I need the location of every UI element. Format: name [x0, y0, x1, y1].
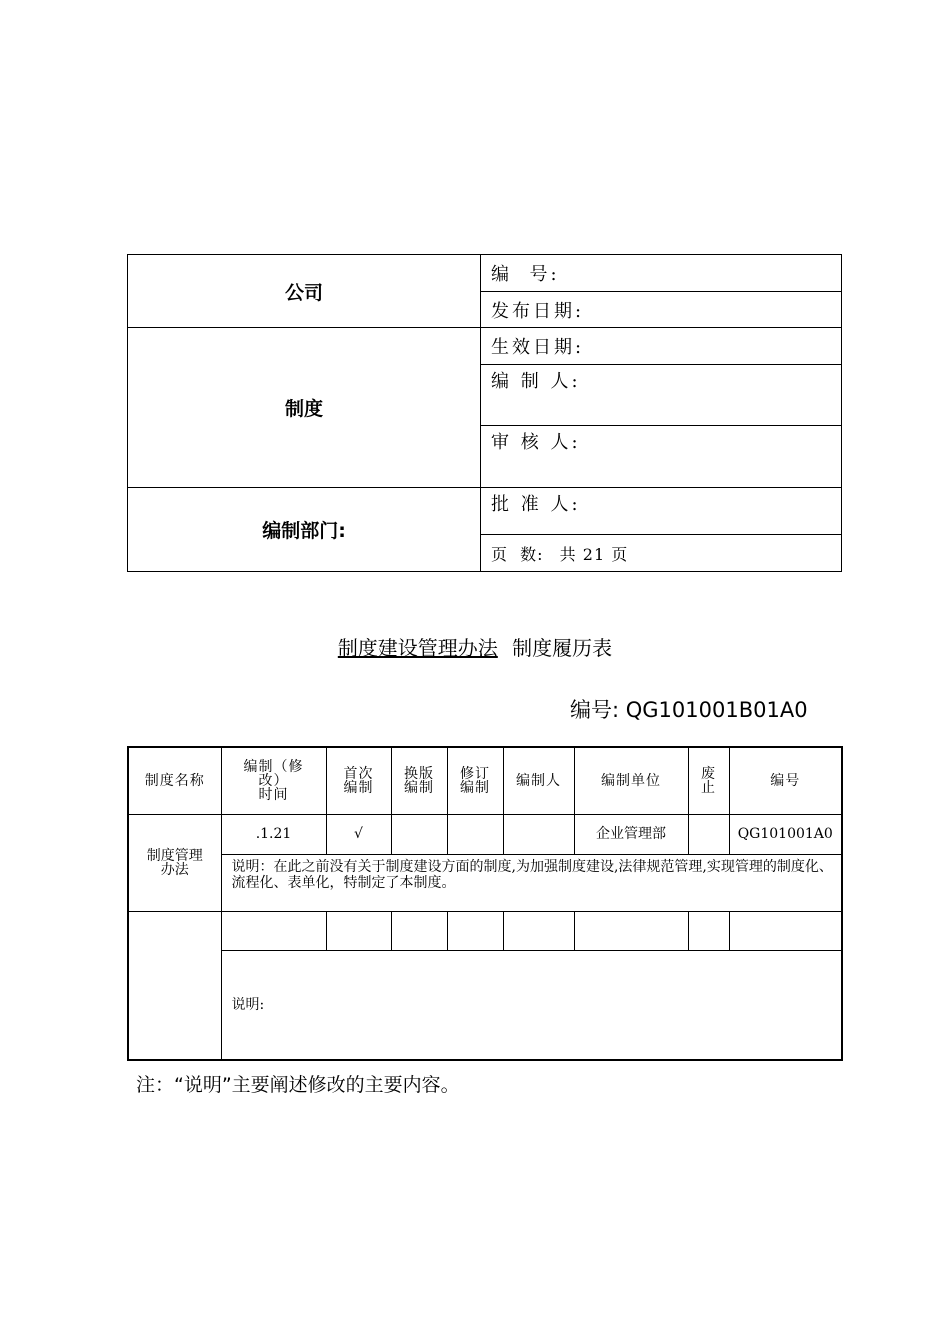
- row1-first-edition: √: [326, 814, 391, 854]
- approver-field: 批 准 人:: [481, 488, 842, 535]
- header-replace-edition: 换版 编制: [391, 747, 447, 814]
- regulation-cell: [128, 328, 481, 488]
- company-label: 公司: [284, 281, 323, 304]
- history-subtitle: 制度履历表: [512, 636, 613, 660]
- history-heading: [0, 632, 950, 661]
- row1-code: QG101001A0: [729, 814, 842, 854]
- header-time: 编制（修 改） 时间: [221, 747, 326, 814]
- header-name: 制度名称: [128, 747, 221, 814]
- table-row-note: [128, 950, 842, 1060]
- row2-abolish: [688, 911, 729, 950]
- revision-history-table: [127, 746, 843, 1061]
- header-code: 编号: [729, 747, 842, 814]
- footnote: 注：“说明”主要阐述修改的主要内容。: [136, 1074, 460, 1096]
- header-first-edition: 首次 编制: [326, 747, 391, 814]
- row2-replace-edition: [391, 911, 447, 950]
- issue-date-field: 发布日期:: [481, 292, 842, 328]
- row2-name: [128, 911, 221, 1060]
- department-label: 编制部门:: [262, 520, 346, 542]
- header-author: 编制人: [503, 747, 574, 814]
- row1-note: 说明：在此之前没有关于制度建设方面的制度,为加强制度建设,法律规范管理,实现管理的制度化、流程化、表单化，特制定了本制度。: [221, 854, 842, 911]
- row2-time: [221, 911, 326, 950]
- department-cell: [128, 488, 481, 572]
- row1-unit: 企业管理部: [574, 814, 688, 854]
- header-row: [128, 747, 842, 814]
- row1-name: 制度管理 办法: [128, 814, 221, 911]
- author-field: 编 制 人:: [481, 365, 842, 426]
- row2-author: [503, 911, 574, 950]
- table-row: [128, 911, 842, 950]
- regulation-title: 制度建设管理办法: [337, 636, 498, 660]
- effective-date-field: 生效日期:: [481, 328, 842, 365]
- row1-abolish: [688, 814, 729, 854]
- row1-author: [503, 814, 574, 854]
- reviewer-field: 审 核 人:: [481, 426, 842, 488]
- regulation-label: 制度: [284, 398, 323, 420]
- table-row: [128, 814, 842, 854]
- header-abolish: 废 止: [688, 747, 729, 814]
- row2-revise-edition: [447, 911, 503, 950]
- row2-code: [729, 911, 842, 950]
- company-cell: [128, 255, 481, 328]
- row1-time: .1.21: [221, 814, 326, 854]
- number-field: 编 号:: [481, 255, 842, 292]
- header-unit: 编制单位: [574, 747, 688, 814]
- row2-first-edition: [326, 911, 391, 950]
- cover-table: [127, 254, 842, 572]
- row2-note: 说明:: [221, 950, 842, 1060]
- row2-unit: [574, 911, 688, 950]
- document-code: 编号: QG101001B01A0: [570, 698, 808, 722]
- row1-replace-edition: [391, 814, 447, 854]
- pages-field: 页 数: 共 21 页: [481, 535, 842, 572]
- row1-revise-edition: [447, 814, 503, 854]
- table-row-note: [128, 854, 842, 911]
- header-revise-edition: 修订 编制: [447, 747, 503, 814]
